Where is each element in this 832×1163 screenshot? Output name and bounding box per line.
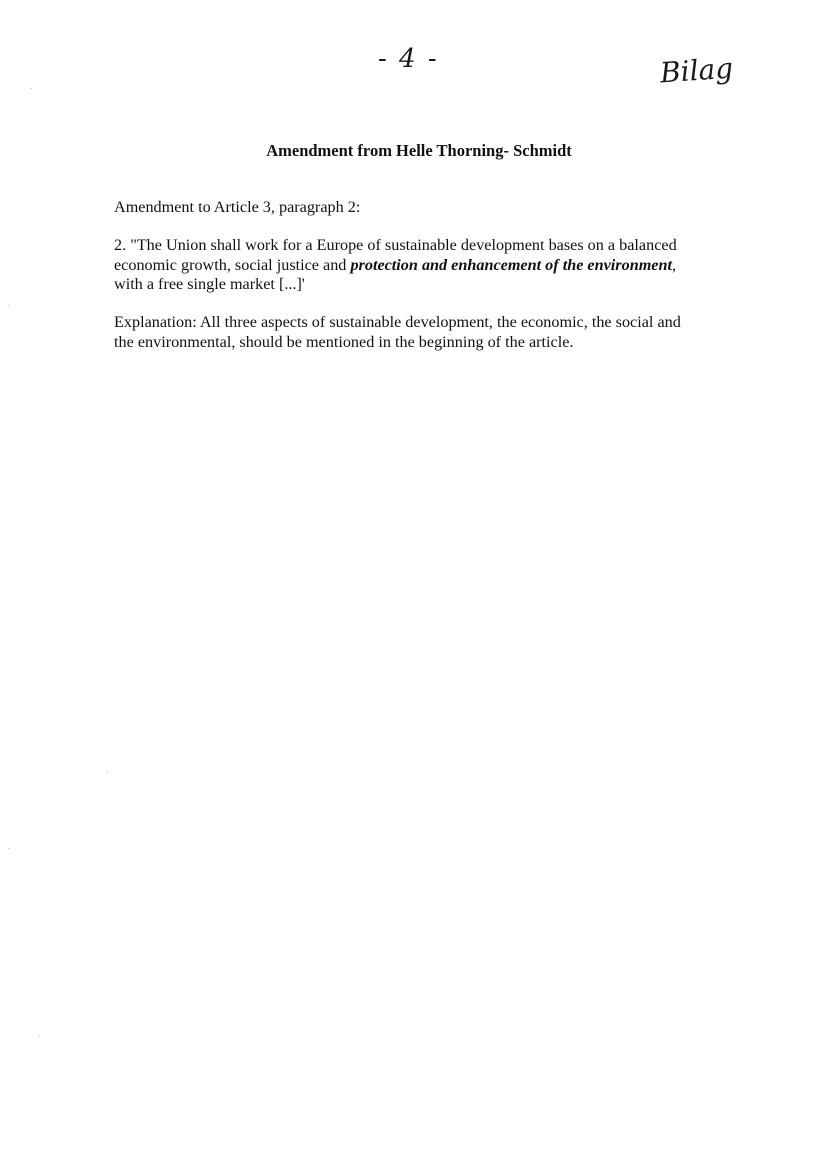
amendment-line-2: [114, 256, 714, 276]
explanation-line-1: Explanation: All three aspects of sustainable development, the economic, the social and: [114, 313, 681, 331]
scan-speck: [8, 848, 10, 849]
explanation-text: [114, 313, 714, 352]
amendment-line-3: with a free single market [...]': [114, 275, 305, 293]
intro-line: Amendment to Article 3, paragraph 2:: [114, 198, 361, 216]
scan-speck: [30, 88, 32, 89]
amendment-text: [114, 236, 714, 295]
amendment-emphasis: protection and enhancement of the environment: [350, 255, 672, 274]
scan-speck: [8, 305, 10, 306]
amendment-line-2-start: economic growth, social justice and: [114, 255, 351, 274]
handwritten-page-number: - 4 -: [378, 44, 439, 74]
amendment-line-1: 2. "The Union shall work for a Europe of sustainable development bases on a balanced: [114, 236, 677, 254]
amendment-line-2-end: ,: [671, 255, 677, 274]
explanation-line-2: the environmental, should be mentioned in the beginning of the article.: [114, 332, 574, 351]
handwritten-annex-note: Bilag: [658, 51, 735, 90]
scan-speck: [38, 1036, 40, 1037]
scan-speck: [106, 772, 108, 773]
document-title: Amendment from Helle Thorning- Schmidt: [266, 141, 572, 160]
